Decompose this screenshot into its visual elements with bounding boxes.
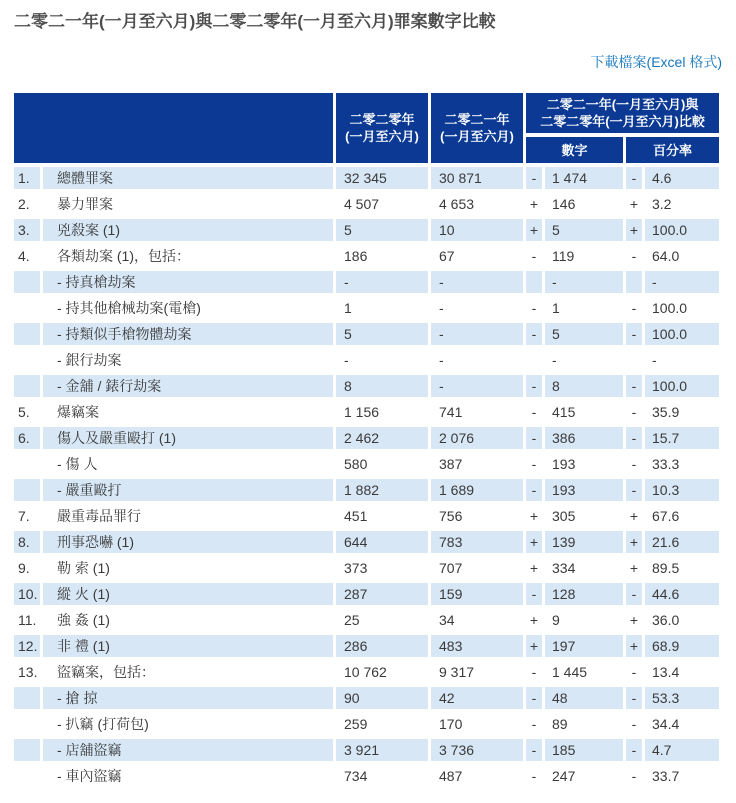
percent-value: 10.3 <box>645 479 719 501</box>
table-row <box>14 349 719 371</box>
value-2020: 32 345 <box>336 167 428 189</box>
change-value: 1 445 <box>552 664 588 680</box>
header-line: 二零二零年 <box>349 112 415 127</box>
table-row <box>14 245 719 267</box>
row-label: 兇殺案 (1) <box>43 219 333 241</box>
change-value: - <box>545 271 623 293</box>
percent-sign <box>626 349 642 371</box>
row-index <box>14 453 40 475</box>
change-value: 119 <box>552 248 575 264</box>
percent-value: 21.6 <box>645 531 719 553</box>
row-label: 傷人及嚴重毆打 (1) <box>43 427 333 449</box>
value-2021: 483 <box>431 635 523 657</box>
percent-sign: - <box>626 167 642 189</box>
percent-value: 4.6 <box>645 167 719 189</box>
change-value: - <box>552 352 557 368</box>
row-index <box>14 739 40 761</box>
table-row <box>14 739 719 761</box>
row-index <box>14 713 40 735</box>
value-2021: 34 <box>439 612 455 628</box>
change-sign: + <box>529 508 539 524</box>
value-2021: 387 <box>439 456 463 472</box>
value-2020: 186 <box>344 248 368 264</box>
value-2020: 5 <box>336 323 428 345</box>
header-col-2021 <box>431 93 523 163</box>
row-index: 4. <box>18 248 30 264</box>
value-2021: 67 <box>439 248 455 264</box>
header-row-top <box>14 93 719 133</box>
row-label: 總體罪案 <box>43 167 333 189</box>
percent-value: - <box>652 352 657 368</box>
row-index: 9. <box>18 560 30 576</box>
value-2020: 2 462 <box>336 427 428 449</box>
table-row <box>14 453 719 475</box>
header-col-percent: 百分率 <box>626 137 719 163</box>
header-blank-cell <box>14 93 333 163</box>
table-row <box>14 557 719 579</box>
table-row <box>14 167 719 189</box>
change-value: 1 <box>552 300 560 316</box>
change-value: 5 <box>545 323 623 345</box>
row-index <box>14 375 40 397</box>
change-sign: + <box>529 196 539 212</box>
value-2020: 3 921 <box>336 739 428 761</box>
value-2021: 3 736 <box>431 739 523 761</box>
percent-value: 67.6 <box>652 508 680 524</box>
table-row <box>14 271 719 293</box>
change-sign: - <box>531 456 537 472</box>
value-2021: 741 <box>439 404 463 420</box>
value-2021: 10 <box>431 219 523 241</box>
percent-sign: - <box>626 739 642 761</box>
change-sign <box>526 271 542 293</box>
header-line: 二零二一年(一月至六月)與 <box>546 97 699 112</box>
table-row <box>14 609 719 631</box>
row-index <box>14 349 40 371</box>
value-2020: 25 <box>344 612 360 628</box>
table-row <box>14 401 719 423</box>
row-index: 11. <box>18 612 37 628</box>
page <box>0 12 736 791</box>
change-value: 5 <box>545 219 623 241</box>
row-label: - 傷 人 <box>57 456 98 472</box>
change-sign: - <box>526 323 542 345</box>
table-row <box>14 505 719 527</box>
table-row <box>14 635 719 657</box>
percent-sign: - <box>631 768 637 784</box>
row-label: - 持類似手槍物體劫案 <box>43 323 333 345</box>
value-2021: 783 <box>431 531 523 553</box>
row-index <box>14 271 40 293</box>
change-sign: + <box>526 635 542 657</box>
row-index <box>14 479 40 501</box>
percent-sign: - <box>626 687 642 709</box>
row-index: 5. <box>18 404 30 420</box>
change-sign: + <box>529 560 539 576</box>
table-row <box>14 661 719 683</box>
percent-value: 89.5 <box>652 560 680 576</box>
row-index <box>14 765 40 787</box>
change-value: 9 <box>552 612 560 628</box>
value-2020: - <box>344 352 349 368</box>
header-line: 二零二一年 <box>444 112 510 127</box>
value-2020: 4 507 <box>344 196 380 212</box>
percent-value: 33.7 <box>652 768 680 784</box>
change-sign: - <box>526 739 542 761</box>
row-label: 刑事恐嚇 (1) <box>43 531 333 553</box>
row-label: 非 禮 (1) <box>43 635 333 657</box>
table-row <box>14 531 719 553</box>
value-2021: - <box>439 300 444 316</box>
change-sign: + <box>526 531 542 553</box>
row-index: 7. <box>18 508 30 524</box>
table-body <box>14 167 719 787</box>
table-row <box>14 427 719 449</box>
table-row <box>14 375 719 397</box>
percent-sign: + <box>629 560 639 576</box>
row-label: 各類劫案 (1)，包括： <box>57 248 190 264</box>
row-label: 強 姦 (1) <box>57 612 110 628</box>
value-2020: 286 <box>336 635 428 657</box>
value-2020: 259 <box>344 716 368 732</box>
table-header <box>14 93 719 163</box>
table-row <box>14 297 719 319</box>
row-label: - 店舖盜竊 <box>43 739 333 761</box>
row-label: - 金舖 / 錶行劫案 <box>43 375 333 397</box>
percent-value: 33.3 <box>652 456 680 472</box>
percent-value: 3.2 <box>652 196 672 212</box>
change-sign: - <box>531 300 537 316</box>
row-label: 爆竊案 <box>57 404 99 420</box>
percent-value: - <box>645 271 719 293</box>
percent-value: 100.0 <box>645 375 719 397</box>
value-2021: 30 871 <box>431 167 523 189</box>
table-row <box>14 583 719 605</box>
row-index: 8. <box>14 531 40 553</box>
value-2021: 487 <box>439 768 463 784</box>
percent-value: 68.9 <box>645 635 719 657</box>
value-2020: 8 <box>336 375 428 397</box>
table-row <box>14 219 719 241</box>
header-col-number: 數字 <box>526 137 623 163</box>
change-value: 128 <box>545 583 623 605</box>
change-sign: - <box>526 167 542 189</box>
value-2021: 159 <box>431 583 523 605</box>
value-2020: 734 <box>344 768 368 784</box>
row-index: 1. <box>14 167 40 189</box>
change-sign: - <box>526 375 542 397</box>
table-row <box>14 479 719 501</box>
percent-sign: + <box>629 612 639 628</box>
header-line: 二零二零年(一月至六月)比較 <box>540 114 705 129</box>
percent-value: 13.4 <box>652 664 680 680</box>
row-label: 勒 索 (1) <box>57 560 110 576</box>
value-2021: 9 317 <box>439 664 475 680</box>
percent-value: 100.0 <box>645 323 719 345</box>
change-sign: - <box>526 479 542 501</box>
percent-sign: - <box>631 664 637 680</box>
change-value: 193 <box>545 479 623 501</box>
change-sign: - <box>531 664 537 680</box>
value-2021: 1 689 <box>431 479 523 501</box>
value-2020: - <box>336 271 428 293</box>
row-index: 2. <box>18 196 30 212</box>
row-label: - 嚴重毆打 <box>43 479 333 501</box>
percent-sign: + <box>626 219 642 241</box>
percent-sign: + <box>629 508 639 524</box>
value-2020: 644 <box>336 531 428 553</box>
value-2021: 170 <box>439 716 463 732</box>
table-row <box>14 323 719 345</box>
percent-sign <box>626 271 642 293</box>
row-label: - 車內盜竊 <box>57 768 122 784</box>
percent-value: 35.9 <box>652 404 680 420</box>
percent-sign: - <box>626 375 642 397</box>
percent-value: 53.3 <box>645 687 719 709</box>
value-2021: 4 653 <box>439 196 475 212</box>
row-index: 13. <box>18 664 38 680</box>
change-sign: - <box>531 716 537 732</box>
row-index <box>14 297 40 319</box>
crime-comparison-table <box>11 89 722 791</box>
percent-sign: - <box>631 716 637 732</box>
change-value: 334 <box>552 560 576 576</box>
change-sign: - <box>526 427 542 449</box>
value-2020: 1 156 <box>344 404 380 420</box>
row-label: 嚴重毒品罪行 <box>57 508 141 524</box>
value-2020: 90 <box>336 687 428 709</box>
value-2021: - <box>431 323 523 345</box>
value-2020: 1 882 <box>336 479 428 501</box>
value-2021: - <box>431 271 523 293</box>
change-value: 89 <box>552 716 568 732</box>
download-excel-link[interactable]: 下載檔案(Excel 格式) <box>590 54 722 70</box>
percent-sign: + <box>629 196 639 212</box>
header-col-2020 <box>336 93 428 163</box>
header-col-comparison <box>526 93 719 133</box>
row-label: - 搶 掠 <box>43 687 333 709</box>
percent-value: 44.6 <box>645 583 719 605</box>
change-value: 197 <box>545 635 623 657</box>
change-sign: - <box>526 687 542 709</box>
value-2020: 10 762 <box>344 664 387 680</box>
change-value: 185 <box>545 739 623 761</box>
row-index <box>14 687 40 709</box>
value-2021: - <box>431 375 523 397</box>
percent-sign: - <box>626 479 642 501</box>
change-sign: - <box>526 583 542 605</box>
header-line: (一月至六月) <box>440 129 514 144</box>
value-2020: 451 <box>344 508 368 524</box>
change-sign <box>526 349 542 371</box>
percent-sign: - <box>626 583 642 605</box>
table-row <box>14 713 719 735</box>
row-label: 縱 火 (1) <box>43 583 333 605</box>
percent-value: 64.0 <box>652 248 680 264</box>
percent-sign: + <box>626 531 642 553</box>
change-value: 193 <box>552 456 576 472</box>
percent-sign: - <box>631 404 637 420</box>
percent-value: 100.0 <box>652 300 688 316</box>
change-sign: - <box>531 768 537 784</box>
percent-sign: - <box>631 300 637 316</box>
value-2020: 1 <box>344 300 352 316</box>
change-sign: - <box>531 404 537 420</box>
download-row <box>14 52 722 69</box>
change-sign: + <box>529 612 539 628</box>
value-2020: 5 <box>336 219 428 241</box>
value-2020: 580 <box>344 456 368 472</box>
value-2021: 2 076 <box>431 427 523 449</box>
percent-sign: - <box>626 323 642 345</box>
value-2021: 707 <box>439 560 463 576</box>
change-value: 139 <box>545 531 623 553</box>
row-index: 3. <box>14 219 40 241</box>
table-row <box>14 687 719 709</box>
percent-sign: - <box>631 456 637 472</box>
change-value: 8 <box>545 375 623 397</box>
table-row <box>14 765 719 787</box>
change-value: 1 474 <box>545 167 623 189</box>
row-index: 6. <box>14 427 40 449</box>
change-value: 48 <box>545 687 623 709</box>
value-2021: 42 <box>431 687 523 709</box>
value-2021: 756 <box>439 508 463 524</box>
row-label: - 持其他槍械劫案(電槍) <box>57 300 201 316</box>
percent-sign: + <box>626 635 642 657</box>
row-label: - 持真槍劫案 <box>43 271 333 293</box>
value-2020: 287 <box>336 583 428 605</box>
row-label: - 銀行劫案 <box>57 352 122 368</box>
percent-value: 15.7 <box>645 427 719 449</box>
page-title: 二零二一年(一月至六月)與二零二零年(一月至六月)罪案數字比較 <box>14 12 496 31</box>
change-value: 146 <box>552 196 576 212</box>
row-index: 12. <box>14 635 40 657</box>
change-value: 305 <box>552 508 576 524</box>
row-index <box>14 323 40 345</box>
percent-value: 4.7 <box>645 739 719 761</box>
header-line: (一月至六月) <box>345 129 419 144</box>
row-label: 盜竊案，包括： <box>57 664 155 680</box>
row-label: - 扒竊 (打荷包) <box>57 716 149 732</box>
change-value: 247 <box>552 768 576 784</box>
percent-sign: - <box>631 248 637 264</box>
change-sign: - <box>531 248 537 264</box>
change-value: 415 <box>552 404 576 420</box>
percent-value: 36.0 <box>652 612 680 628</box>
table-row <box>14 193 719 215</box>
row-index: 10. <box>14 583 40 605</box>
value-2021: - <box>439 352 444 368</box>
value-2020: 373 <box>344 560 368 576</box>
row-label: 暴力罪案 <box>57 196 113 212</box>
percent-value: 100.0 <box>645 219 719 241</box>
change-sign: + <box>526 219 542 241</box>
percent-sign: - <box>626 427 642 449</box>
change-value: 386 <box>545 427 623 449</box>
percent-value: 34.4 <box>652 716 680 732</box>
